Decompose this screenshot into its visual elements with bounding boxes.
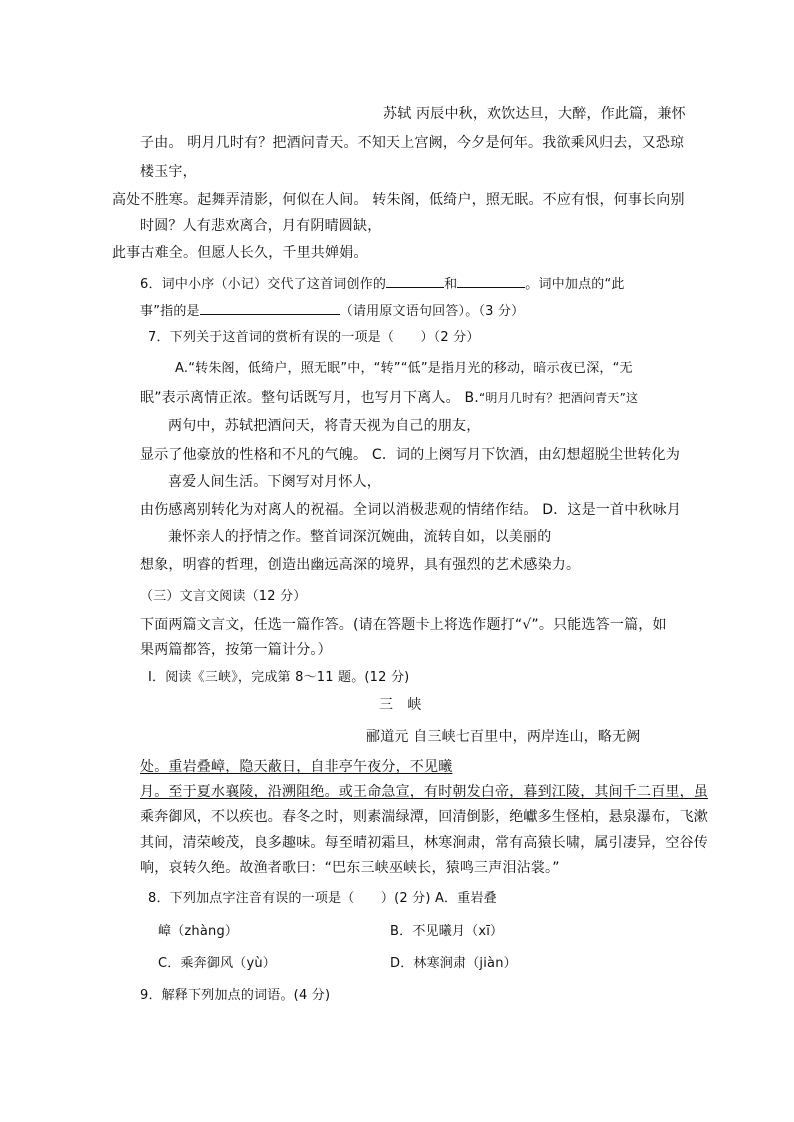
question-6-text: 6．词中小序（小记）交代了这首词创作的 bbox=[140, 277, 387, 292]
question-6-cont bbox=[140, 300, 524, 322]
question-8-option-d: D．林寒涧肃（jiàn） bbox=[390, 956, 517, 971]
poem-author-preface: 苏轼 丙辰中秋，欢饮达旦，大醉，作此篇，兼怀 bbox=[383, 106, 686, 122]
passage-line: 郦道元 自三峡七百里中，两岸连山，略无阙 bbox=[366, 729, 641, 745]
question-7-option: 由伤感离别转化为对离人的祝福。全词以消极悲观的情绪作结。 D．这是一首中秋咏月 bbox=[140, 502, 682, 518]
question-7-text: 眠”表示离情正浓。整句话既写月，也写月下离人。 B. bbox=[140, 390, 479, 406]
question-7-option: 兼怀亲人的抒情之作。整首词深沉婉曲，流转自如，以美丽的 bbox=[168, 529, 552, 545]
section-intro: 下面两篇文言文，任选一篇作答。(请在答题卡上将选作题打“√”。只能选答一篇，如 bbox=[140, 617, 667, 633]
answer-blank[interactable] bbox=[386, 273, 444, 288]
passage-line-text: 月。至于夏水襄陵，沿溯阻绝。或王命急宣，有时朝发白帝，暮到江陵，其间千二百里，虽 bbox=[140, 784, 708, 800]
question-8-option-c: C．乘奔御风（yù） bbox=[158, 956, 277, 971]
passage-line: 响，哀转久绝。故渔者歌曰：“巴东三峡巫峡长，猿鸣三声泪沾裳。” bbox=[140, 860, 560, 876]
question-7-option: 喜爱人间生活。下阕写对月怀人， bbox=[168, 474, 381, 490]
question-9-stem: 9．解释下列加点的词语。(4 分) bbox=[140, 988, 331, 1003]
passage-line bbox=[140, 782, 708, 802]
question-6-text: （请用原文语句回答）。（3 分） bbox=[339, 304, 525, 319]
passage-title: 三 峡 bbox=[379, 697, 422, 713]
question-7-option: 想象，明睿的哲理，创造出幽远高深的境界，具有强烈的艺术感染力。 bbox=[140, 557, 581, 573]
question-6 bbox=[140, 273, 625, 295]
question-8-stem: 8．下列加点字注音有误的一项是（ ）(2 分) A．重岩叠 bbox=[148, 891, 497, 906]
answer-blank[interactable] bbox=[200, 300, 340, 315]
question-7-option: A.“转朱阁，低绮户，照无眠”中，“转”“低”是指月光的移动，暗示夜已深，“无 bbox=[175, 361, 633, 376]
question-7-stem: 7．下列关于这首词的赏析有误的一项是（ ）（2 分） bbox=[148, 330, 480, 345]
question-8-option-a: 嶂（zhàng） bbox=[158, 924, 239, 939]
poem-line: 时圆？人有悲欢离合，月有阴晴圆缺， bbox=[140, 218, 382, 234]
poem-line: 此事古难全。但愿人长久，千里共婵娟。 bbox=[112, 245, 368, 261]
passage-line: 其间，清荣峻茂，良多趣味。每至晴初霜旦，林寒涧肃，常有高猿长啸，属引凄异，空谷传 bbox=[140, 835, 708, 851]
poem-line: 高处不胜寒。起舞弄清影，何似在人间。 转朱阁，低绮户，照无眠。不应有恨，何事长向别 bbox=[112, 192, 685, 208]
question-7-option: 显示了他豪放的性格和不凡的气魄。 C．词的上阕写月下饮酒，由幻想超脱尘世转化为 bbox=[140, 447, 681, 463]
question-7-text: “明月几时有？把酒问青天”这 bbox=[478, 391, 639, 405]
section-title: （三）文言文阅读（12 分） bbox=[140, 589, 307, 604]
passage-line: 乘奔御风，不以疾也。春冬之时，则素湍绿潭，回清倒影，绝巘多生怪柏，悬泉瀑布，飞漱 bbox=[140, 809, 708, 825]
answer-blank[interactable] bbox=[457, 273, 525, 288]
question-6-text: 和 bbox=[444, 277, 458, 292]
section-intro: 果两篇都答，按第一篇计分。） bbox=[140, 642, 332, 658]
poem-line: 楼玉宇， bbox=[140, 164, 197, 180]
question-8-option-b: B．不见曦月（xī） bbox=[390, 924, 504, 939]
poem-line: 子由。 明月几时有？把酒问青天。不知天上宫阙，今夕是何年。我欲乘风归去，又恐琼 bbox=[140, 135, 685, 151]
question-7-option bbox=[140, 388, 638, 408]
passage-line: 处。重岩叠嶂，隐天蔽日，自非亭午夜分，不见曦 bbox=[140, 759, 453, 775]
question-6-text: 事”指的是 bbox=[140, 304, 200, 319]
question-6-text: 。词中加点的“此 bbox=[525, 277, 625, 292]
section-subtitle: Ⅰ．阅读《三峡》，完成第 8～11 题。(12 分) bbox=[148, 670, 410, 685]
question-7-option: 两句中，苏轼把酒问天，将青天视为自己的朋友， bbox=[168, 418, 481, 434]
